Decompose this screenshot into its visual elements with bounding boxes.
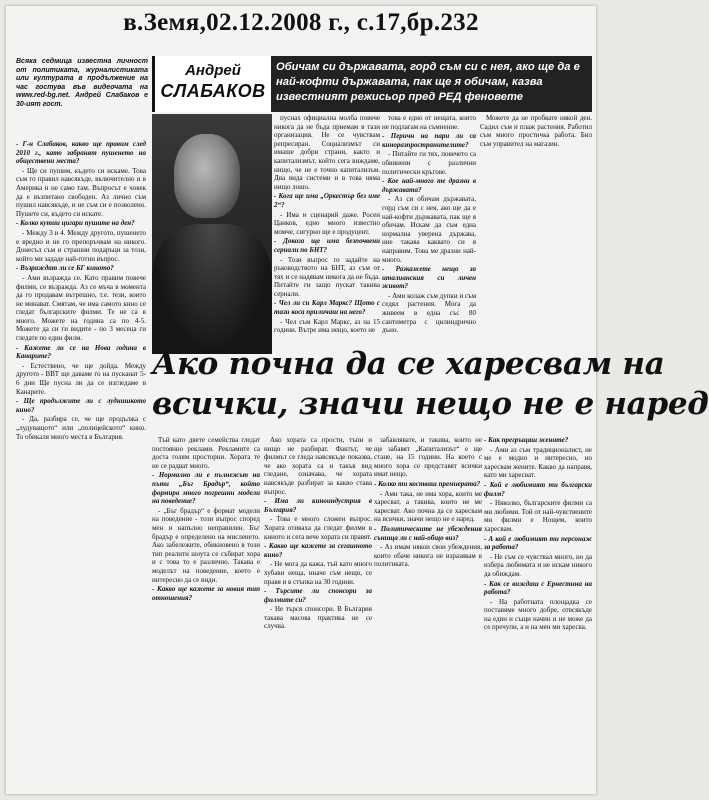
article-banner xyxy=(152,56,592,112)
interview-answer: това е едно от нещата, които не подлагам на съмнение. xyxy=(382,114,476,131)
interview-question: - Кое най-много те дразни в държавата? xyxy=(382,177,476,194)
interview-answer: - Има и сценарий даже. Росен Цанков, едно много известно момче, сигурно ще е продуцент. xyxy=(274,210,380,236)
author-box xyxy=(152,56,271,112)
interview-answer: - Да, разбира се, че ще продължа с „лудуващото“ или „полицейското“ кино. То обикаля много места в България. xyxy=(16,415,146,441)
interview-answer: - Чел съм Карл Маркс, аз на 15 години. Вътре има нещо, което не xyxy=(274,317,380,335)
interview-answer: - Ще си пушим, където си искаме. Това съм го правил навсякъде, включително и в Америка и не само там. Въпросът е човек да е възпитано свободен. Аз лично съм пушил навсякъде, и не съм си е позволено. Пушете си, където си искате. xyxy=(16,166,146,218)
column-1 xyxy=(16,140,146,792)
interview-question: - Колко кутии цигари пушите на ден? xyxy=(16,219,135,228)
interview-question: - Какво ще кажете за сегашното кино? xyxy=(264,542,372,559)
interview-question: - Какво ще кажете за новия тип отношения? xyxy=(152,585,260,602)
interview-answer: - Не мога да кажа, тъй като много хубави неща, иначе съм нещо, се правя и в стъпка на 30 години. xyxy=(264,560,372,586)
portrait-photo xyxy=(152,114,272,344)
column-3 xyxy=(274,114,380,342)
interview-question: - Разкажете нещо за италианския си личен живот? xyxy=(382,265,476,291)
newspaper-page xyxy=(6,6,709,794)
portrait-torso xyxy=(152,224,272,354)
banner-quote: Обичам си държавата, горд съм си с нея, ако ще да е най-кофти държавата, пак ще я обичам, казва известният режисьор пред РЕД феновете xyxy=(276,61,580,103)
interview-question: - Колко ти костваш премиерата? xyxy=(374,479,481,488)
interview-question: - Търсите ли спонсори за филмите си? xyxy=(264,587,372,604)
lower-column-3 xyxy=(264,436,372,792)
author-last-name: СЛАБАКОВ xyxy=(160,81,266,101)
lower-column-2 xyxy=(152,436,260,792)
headline-line-2: всички, значи нещо не е наред xyxy=(152,386,709,422)
lower-column-4 xyxy=(374,436,482,792)
interview-question: - Чел ли си Карл Маркс? Щото с тази коса приличаш на него? xyxy=(274,299,380,317)
interview-answer: - Ами възражда се. Като правим повече филми, се възражда. Аз се мъча в момента да го продавам вътрешно, т.е. тези, които не минават. Смятам, че има самото кино се гледат българските филми. Те не са в много. Можете на година са по 4-5. Можете да си ги видите - по 3 месеца ги гледате по един филм. xyxy=(16,273,146,343)
interview-question: - Ще продължите ли с луднишкото кино? xyxy=(16,397,146,414)
interview-question: - Докога ще има безпочвени сериали по БНТ? xyxy=(274,237,380,254)
interview-answer: - Аз имам някои свои убеждения, които обаче никога не изразявам в политиката. xyxy=(374,543,482,569)
interview-answer: - Ами така, не има хора, които ме харесват, а такива, които не ме харесват. Ако почна да се харесвам на всички, значи нещо не е наред. xyxy=(374,489,482,524)
interview-question: - Как се виждаш с Ернестина на работа? xyxy=(484,579,592,597)
headline xyxy=(152,344,709,432)
interview-answer: - Ами аз съм традиционалист, не ме е модно и интересно, но харесвам жените. Какво да направя, като ми харесват. xyxy=(484,445,592,480)
lower-column-5 xyxy=(484,436,592,792)
interview-answer: Тъй като двете семейства гледат постоянно реклами. Рекламите са доста голям просторни. Хората те не се радват много. xyxy=(152,436,260,470)
interview-answer: пуснах официална молба повече никога да не бъда приемам в тази организация. Не се чувствам репресиран. Социализмът си имаше добри страни, както и капитализмът, който сега виждаме, нищо, че не е точно капитализъм. Два вида системи и в това няма нищо лошо. xyxy=(274,114,380,191)
interview-answer: - „Бъг брадър“ е формат модели на поведение - този въпрос според мен и напълно неправилен. Бъг брадър е определено на мисленето. Ако забележите, обикновено в този тип реалити шоута се събират хора и с това то е различно. Такава е моделът на поведение, което е интересно да се види. xyxy=(152,506,260,584)
interview-question: - Нормално ли е пълнежът на пъти „Бъг Брадър“, който формира много погрешни модели на поведение? xyxy=(152,471,260,506)
interview-question: - А кой е любимият ти персонаж за работа? xyxy=(484,534,592,552)
interview-answer: - Питайте ги тях, повечето са обвинени с различни политически кръгове. xyxy=(382,150,476,176)
interview-question: - Кога ще има „Оркестър без име 2“? xyxy=(274,192,380,209)
interview-answer: - Не съм се чувствал много, но да избера любимата и не искам никого да обиждам. xyxy=(484,552,592,578)
interview-answer: - Не търся спонсори. В България такава масова практика не се случва. xyxy=(264,605,372,631)
author-first-name: Андрей xyxy=(185,62,241,79)
column-5 xyxy=(480,114,592,342)
interview-answer: - Няколко, българските филми са ми любими. Той от най-чувствените ми филми е Нощем, които харесвам. xyxy=(484,499,593,533)
interview-question: - Кажете ли се на Нова година в Канарите? xyxy=(16,343,146,361)
column-4 xyxy=(382,114,476,342)
interview-answer: Ако хората са прости, тъпи и нищо не разбират. Фактът, че филмът се гледа навсякъде показва, че ако хората са и такъв вид гледане, означава, че хората навсякъде разбират за какво става въпрос. xyxy=(264,436,372,496)
interview-answer: - Между 3 и 4. Между другото, пушенето е вредно и не го препоръчвам на никого. Донесъл съм и страшни подаръци за този, който ми зададе най-готин въпрос. xyxy=(16,228,146,263)
publication-line: в.Земя,02.12.2008 г., с.17,бр.232 xyxy=(123,9,479,36)
interview-answer: - Този въпрос го задайте на ръководството на БНТ, аз съм от тях и се надявам никога да не бъда. Питайте ги защо пускат такива сериали. xyxy=(274,255,380,298)
interview-question: - Кой е любимият ти български филм? xyxy=(484,480,592,498)
interview-answer: - На работната площадка се поставяме много добре, отвсякъде на един и същи начин и не може да се пречупи, а и на мен ми харесва. xyxy=(484,597,592,632)
interview-question: - Политическите не убеждения сънища ли с най-общо виз? xyxy=(374,524,482,542)
interview-answer: - Това е много сложен въпрос. Хората отиваха да гледат филми в киното и сега вече хората си правят. xyxy=(264,515,372,541)
interview-answer: - Естествено, че ще дойда. Между другото - ВВТ ще даваме го на пусканат 5-6 дни Ще пусна ли да се изгледаме в Канарите. xyxy=(16,361,146,396)
interview-question: - Възраждат ли се БГ киното? xyxy=(16,264,114,273)
interview-answer: Можете да не пробвате някой ден. Садил съм и плаж растения. Работил съм много простичка работа. Бил съм управител на магазин. xyxy=(480,114,592,148)
interview-answer: - Аз си обичам държавата, горд съм си с нея, ако ще да е най-кофти държавата, пак ще я обичам. Искам да съм една нормална уверена държава, ние такава каквато си я направим. Това ме дразни най-много. xyxy=(382,195,476,264)
interview-answer: забавлявате, и такива, които не ще забавят „Капитализът“ е ще стане, на 15 години. На което с много хора се представят всички имат нещо. xyxy=(374,436,482,479)
intro-paragraph: Всяка седмица известна личност от политиката, журналистиката или културата в продължение на час гостува във видеочата на www.red-bg.net. Андрей Слабаков е 30-ият гост. xyxy=(16,58,148,108)
headline-line-1: Ако почна да се харесвам на xyxy=(152,346,665,382)
interview-question: - Г-н Слабаков, какво ще правим след 2010 г., като забранят пушенето на обществени места? xyxy=(16,140,146,166)
interview-question: - Има ли киноиндустрия в България? xyxy=(264,497,372,514)
interview-answer: - Ами колаж съм дупки и съм седял растения. Мога да живеем в една със 80 сантиметра с цилиндрично дъно. xyxy=(382,291,476,335)
interview-question: - Перичн на пари ли са киноразпространителите? xyxy=(382,132,476,149)
interview-question: - Как прегръщаш жените? xyxy=(484,436,569,444)
portrait-head xyxy=(174,134,240,218)
